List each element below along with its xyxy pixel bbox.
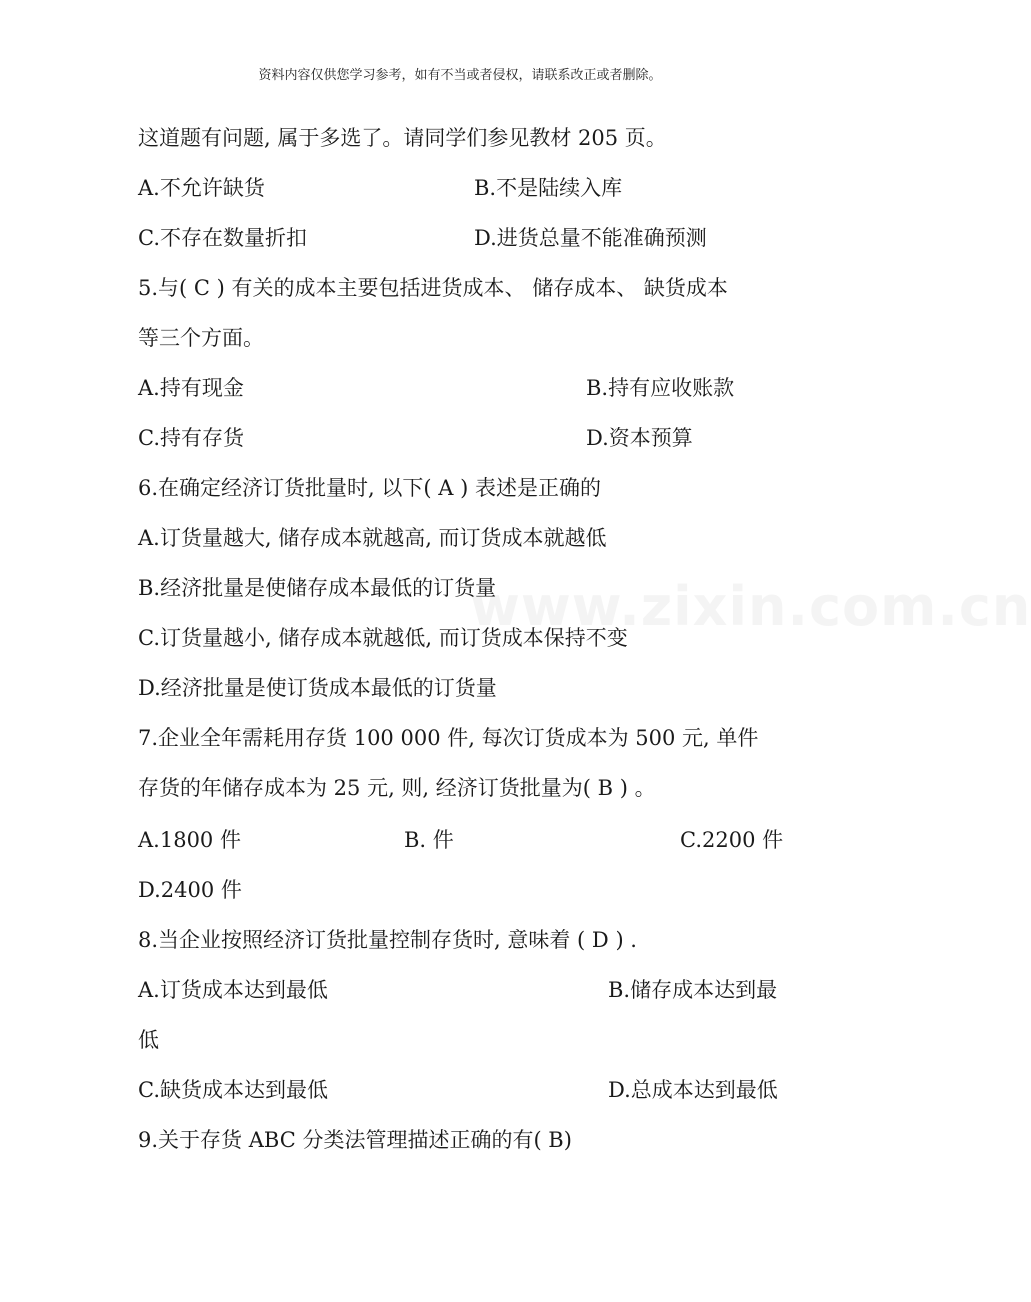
q6-option-b: B.经济批量是使储存成本最低的订货量: [138, 576, 497, 600]
q6-stem: 6.在确定经济订货批量时, 以下( A ) 表述是正确的: [138, 476, 601, 500]
q4-option-b: B.不是陆续入库: [474, 176, 623, 200]
q5-option-d: D.资本预算: [586, 426, 693, 450]
q7-option-a: A.1800 件: [138, 828, 241, 852]
page-disclaimer: 资料内容仅供您学习参考，如有不当或者侵权，请联系改正或者删除。: [258, 68, 662, 83]
q8-option-a: A.订货成本达到最低: [138, 978, 328, 1002]
q7-option-c: C.2200 件: [680, 828, 784, 852]
q5-stem-line2: 等三个方面。: [138, 326, 264, 350]
q6-option-a: A.订货量越大, 储存成本就越高, 而订货成本就越低: [138, 526, 607, 550]
q6-option-c: C.订货量越小, 储存成本就越低, 而订货成本保持不变: [138, 626, 628, 650]
q6-option-d: D.经济批量是使订货成本最低的订货量: [138, 676, 497, 700]
q5-option-c: C.持有存货: [138, 426, 244, 450]
q5-option-b: B.持有应收账款: [586, 376, 735, 400]
q5-option-a: A.持有现金: [138, 376, 244, 400]
q7-stem-line1: 7.企业全年需耗用存货 100 000 件, 每次订货成本为 500 元, 单件: [138, 726, 759, 750]
q8-option-c: C.缺货成本达到最低: [138, 1078, 328, 1102]
q7-stem-line2: 存货的年储存成本为 25 元, 则, 经济订货批量为( B ) 。: [138, 776, 656, 800]
q4-option-c: C.不存在数量折扣: [138, 226, 307, 250]
q7-option-b: B. 件: [404, 828, 454, 852]
q8-option-d: D.总成本达到最低: [608, 1078, 778, 1102]
q5-stem-line1: 5.与( C ) 有关的成本主要包括进货成本、 储存成本、 缺货成本: [138, 276, 728, 300]
q4-option-d: D.进货总量不能准确预测: [474, 226, 707, 250]
q9-stem: 9.关于存货 ABC 分类法管理描述正确的有( B): [138, 1128, 572, 1152]
q8-option-b-wrap: 低: [138, 1028, 159, 1052]
q7-option-d: D.2400 件: [138, 878, 242, 902]
q4-option-a: A.不允许缺货: [138, 176, 265, 200]
q8-stem: 8.当企业按照经济订货批量控制存货时, 意味着 ( D ) .: [138, 928, 637, 952]
q8-option-b: B.储存成本达到最: [608, 978, 778, 1002]
watermark: www.zixin.com.cn: [470, 575, 1031, 638]
intro-text: 这道题有问题, 属于多选了。请同学们参见教材 205 页。: [138, 126, 667, 150]
